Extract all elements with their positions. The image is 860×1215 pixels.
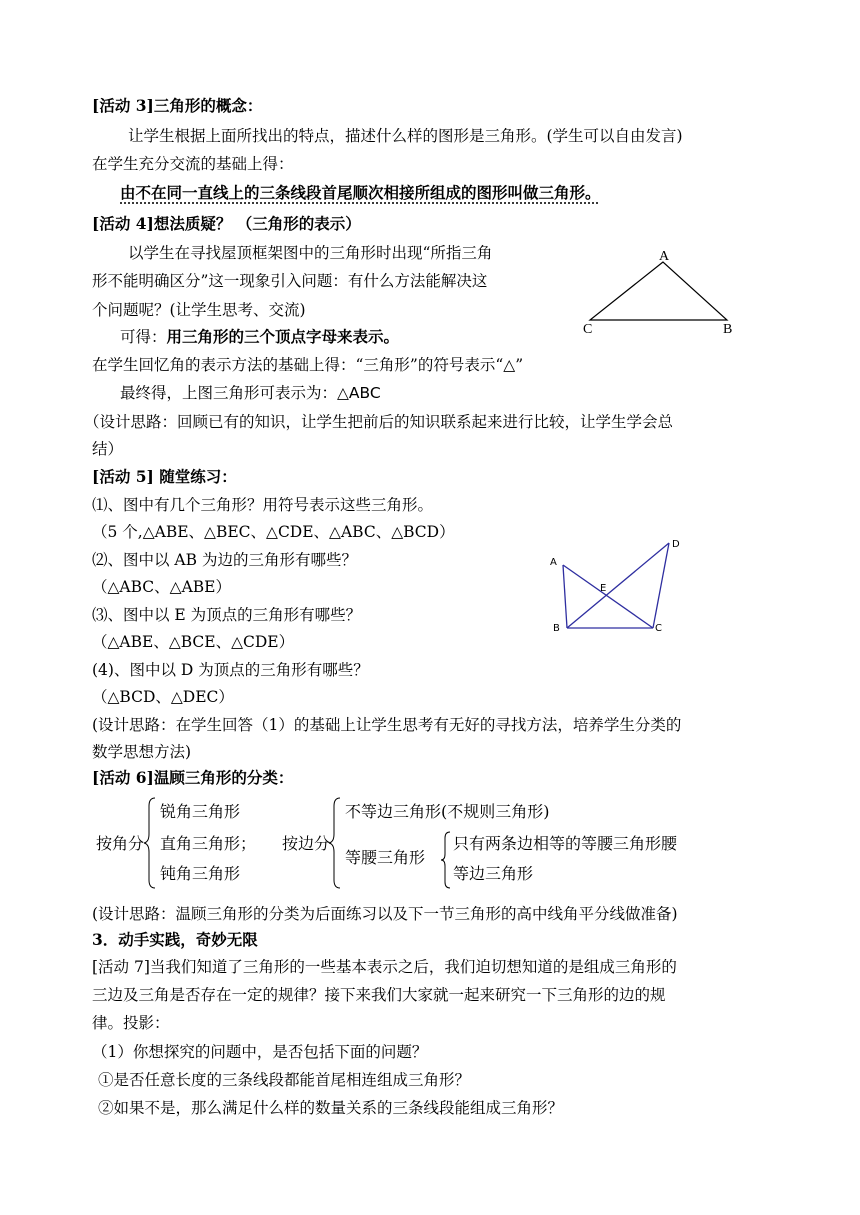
point-label-a: A [550, 557, 557, 568]
isosceles-triangle: 等腰三角形 [345, 848, 426, 867]
brace-angle [143, 796, 157, 890]
question-item: ②如果不是，那么满足什么样的数量关系的三条线段能组成三角形？ [98, 1099, 564, 1117]
text: 最终得，上图三角形可表示为： [120, 384, 338, 402]
brace-side [328, 796, 342, 890]
point-label-e: E [600, 583, 607, 594]
exercise-answer: （△ABE、△BCE、△CDE） [92, 633, 295, 651]
segment-ab [563, 565, 567, 628]
acute-triangle: 锐角三角形 [160, 802, 241, 821]
paragraph: [活动 7]当我们知道了三角形的一些基本表示之后，我们迫切想知道的是组成三角形的 [92, 958, 677, 976]
paragraph: 以学生在寻找屋顶框架图中的三角形时出现“所指三角 [128, 244, 493, 262]
exercise-question: ⑶、图中以 E 为顶点的三角形有哪些？ [92, 606, 362, 624]
point-label-d: D [672, 539, 680, 550]
paragraph: 在学生充分交流的基础上得： [92, 155, 294, 173]
segment-cd [653, 543, 669, 628]
exercise-figure [545, 533, 690, 638]
triangle-abc [590, 262, 727, 320]
triangle-definition: 由不在同一直线上的三条线段首尾顺次相接所组成的图形叫做三角形。 [120, 183, 601, 202]
design-note: 数学思想方法) [92, 743, 192, 761]
exercise-question: (4)、图中以 D 为顶点的三角形有哪些？ [92, 661, 369, 679]
vertex-label-b: B [723, 322, 733, 337]
by-angle-label: 按角分 [96, 834, 145, 853]
exercise-answer: （△BCD、△DEC） [92, 688, 234, 706]
question-item: ①是否任意长度的三条线段都能首尾相连组成三角形？ [98, 1071, 471, 1089]
obtuse-triangle: 钝角三角形 [160, 864, 241, 883]
paragraph: 形不能明确区分”这一现象引入问题：有什么方法能解决这 [92, 272, 488, 290]
scalene-triangle: 不等边三角形(不规则三角形) [345, 802, 550, 821]
activity6-heading: [活动 6]温顾三角形的分类： [92, 768, 294, 787]
segment-bd [567, 543, 669, 628]
design-note: 结） [92, 440, 124, 458]
vertex-label-a: A [659, 249, 670, 264]
section3-heading: 3．动手实践，奇妙无限 [92, 930, 258, 949]
activity4-heading: [活动 4]想法质疑？ （三角形的表示） [92, 214, 361, 233]
vertex-label-c: C [583, 322, 593, 337]
paragraph: 在学生回忆角的表示方法的基础上得：“三角形”的符号表示“△” [92, 356, 524, 374]
text: 可得： [120, 328, 167, 346]
paragraph: 个问题呢？(让学生思考、交流) [92, 301, 306, 319]
equilateral-triangle: 等边三角形 [453, 864, 534, 883]
design-note: (设计思路：温顾三角形的分类为后面练习以及下一节三角形的高中线角平分线做准备) [92, 905, 678, 923]
paragraph: 三边及三角是否存在一定的规律？接下来我们大家就一起来研究一下三角形的边的规 [92, 986, 666, 1004]
paragraph [120, 381, 381, 405]
activity5-heading: [活动 5] 随堂练习： [92, 467, 237, 486]
brace-isosceles [440, 830, 452, 890]
exercise-answer: （5 个,△ABE、△BEC、△CDE、△ABC、△BCD） [92, 523, 455, 541]
text-bold: 用三角形的三个顶点字母来表示。 [166, 327, 400, 346]
right-triangle: 直角三角形； [160, 834, 257, 853]
paragraph [120, 325, 399, 349]
triangle-abc-symbol: △ABC [337, 384, 381, 402]
design-note: (设计思路：在学生回答（1）的基础上让学生思考有无好的寻找方法，培养学生分类的 [92, 716, 682, 734]
paragraph: 让学生根据上面所找出的特点，描述什么样的图形是三角形。(学生可以自由发言) [128, 127, 683, 145]
exercise-question: ⑴、图中有几个三角形？用符号表示这些三角形。 [92, 496, 434, 514]
activity3-heading: [活动 3]三角形的概念： [92, 96, 263, 115]
question: （1）你想探究的问题中，是否包括下面的问题？ [92, 1043, 428, 1061]
paragraph: 律。投影： [92, 1014, 170, 1032]
exercise-answer: （△ABC、△ABE） [92, 578, 231, 596]
point-label-c: C [655, 623, 662, 634]
iso-only-triangle: 只有两条边相等的等腰三角形腰 [453, 834, 678, 853]
segment-ac [563, 565, 653, 628]
design-note: （设计思路：回顾已有的知识，让学生把前后的知识联系起来进行比较，让学生学会总 [84, 413, 674, 431]
point-label-b: B [553, 623, 560, 634]
exercise-question: ⑵、图中以 AB 为边的三角形有哪些？ [92, 551, 357, 569]
by-side-label: 按边分 [282, 834, 331, 853]
triangle-abc-figure [575, 245, 745, 340]
